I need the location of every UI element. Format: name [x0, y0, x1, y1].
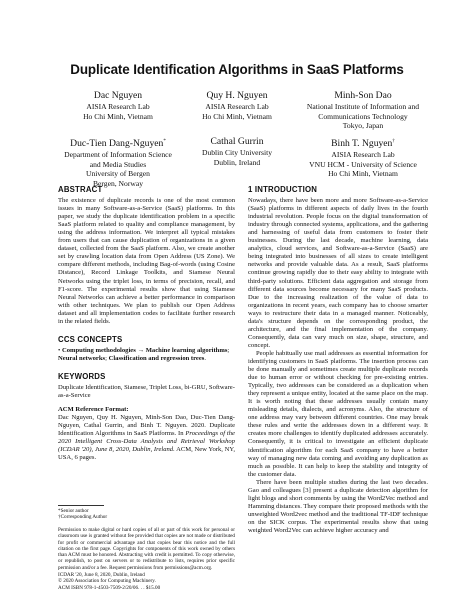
keywords-heading: KEYWORDS: [58, 371, 106, 381]
author-affiliation: National Institute of Information and: [306, 102, 420, 111]
senior-author-mark: *: [163, 139, 166, 144]
ccs-part-4: Classification and regression trees: [108, 354, 205, 362]
acm-reference-authors: Dac Nguyen, Quy H. Nguyen, Minh-Son Dao, Duc-Tien Dang-Nguyen, Cathal Gurrin, and Binh T. Nguyen. 2020. Duplicate Identification Algorithms in SaaS Platforms. In: [58, 414, 235, 438]
author-affiliation-2: VNU HCM - University of Science: [309, 159, 417, 169]
author-name: Duc-Tien Dang-Nguyen: [70, 138, 164, 150]
author-location: Ho Chi Minh, Vietnam: [328, 169, 398, 179]
right-column: [248, 186, 428, 535]
copyright-line: © 2020 Association for Computing Machinery.: [58, 578, 156, 585]
ccs-bullet: •: [58, 346, 61, 354]
author-name: Cathal Gurrin: [210, 136, 264, 147]
conference-line: ICDAR '20, June 8, 2020, Dublin, Ireland: [58, 572, 145, 579]
author-dac-nguyen: [58, 90, 178, 121]
footnote-corresponding-author: †Corresponding Author: [58, 514, 108, 521]
introduction-paragraph-2: People habitually use mail addresses as essential information for identifying customers in SaaS platforms. The insertion process can be done manually and sometimes create multiple duplicate records due to human error or without checking for pre-existing entries. Typically, two addresses can be considered as a duplication when they represent a unique entity, located at the same place on the map. It is worth noting that these addresses usually contain many misleading details, dialects, and acronyms. Also, the structure of one address may vary between different countries. One may break these rules and write the addresses down in a different way. It creates more challenges to identify duplicated addresses accurately. Consequently, it is critical to investigate an efficient duplicate identification algorithm for each SaaS company to have a better way of managing new data coming and avoiding any duplication as much as possible. It can help to keep the stability and integrity of the customer data.: [248, 349, 428, 478]
author-affiliation: Department of Information Science: [64, 150, 172, 160]
author-location: Dublin, Ireland: [213, 157, 261, 167]
author-location: Tokyo, Japan: [342, 121, 384, 131]
author-affiliation: AISIA Research Lab: [86, 102, 150, 111]
keywords-text: Duplicate Identification, Siamese, Triplet Loss, bi-GRU, Software-as-a-Service: [58, 383, 235, 400]
author-affiliation-3: University of Bergen: [86, 169, 150, 179]
acm-reference-venue: Proceedings of the 2020 Intelligent Cross-Data Analysis and Retrieval Workshop (ICDAR '20), June 8, 2020, Dublin, Ireland.: [58, 430, 235, 454]
abstract-heading: ABSTRACT: [58, 185, 103, 194]
author-affiliation-2: Communications Technology: [318, 111, 408, 121]
author-name-line: [50, 136, 186, 150]
author-name-line: [288, 136, 438, 150]
author-name: Binh T. Nguyen: [331, 138, 393, 150]
footnotes: [58, 508, 235, 521]
introduction-heading: 1 INTRODUCTION: [248, 185, 318, 194]
author-affiliation: AISIA Research Lab: [205, 102, 269, 111]
ccs-arrow: →: [137, 346, 145, 354]
author-binh-nguyen: [288, 136, 438, 179]
author-name: Quy H. Nguyen: [206, 90, 268, 101]
ccs-end: .: [204, 354, 207, 362]
ccs-concepts-text: • Computing methodologies → Machine learning algorithms; Neural networks; Classification and regression trees.: [58, 346, 230, 362]
author-location: Ho Chi Minh, Vietnam: [83, 111, 153, 121]
author-quy-nguyen: [177, 90, 297, 121]
author-location: Ho Chi Minh, Vietnam: [202, 111, 272, 121]
corresponding-author-mark: †: [392, 139, 395, 144]
acm-reference-heading: ACM Reference Format:: [58, 406, 129, 414]
footnote-senior-author: *Senior author: [58, 508, 89, 514]
author-duc-tien-dang-nguyen: [50, 136, 186, 189]
author-location: Bergen, Norway: [92, 178, 144, 188]
ccs-heading: CCS CONCEPTS: [58, 334, 123, 344]
author-name: Minh-Son Dao: [334, 90, 392, 101]
permission-block: [58, 527, 235, 591]
author-affiliation: Dublin City University: [201, 148, 273, 157]
ccs-part-1: Computing methodologies: [61, 346, 136, 354]
footnote-rule: [58, 505, 104, 506]
acm-reference-publisher: ACM, New York, NY, USA, 6 pages.: [58, 446, 235, 462]
acm-reference-text: [58, 414, 235, 462]
left-column: [58, 186, 235, 462]
author-affiliation: AISIA Research Lab: [331, 150, 395, 160]
permission-notice: Permission to make digital or hard copies of all or part of this work for personal or classroom use is granted without fee provided that copies are not made or distributed for profit or commercial advantage and that copies bear this notice and the full citation on the first page. Copyrights for components of this work owned by others than ACM must be honored. Abstracting with credit is permitted. To copy otherwise, or republish, to post on servers or to redistribute to lists, requires prior specific permission and/or a fee. Request permissions from permissions@acm.org.: [58, 527, 235, 571]
introduction-paragraph-3: There have been multiple studies during the last two decades. Gao and colleagues [3] present a duplicate detection algorithm for light blogs and short comments by using the Word2Vec method and Hamming distances. They compare their proposed methods with the unweighted Word2vec method and the traditional TF-IDF technique on the SICK corpus. The experimental results show that using weighted Word2Vec can achieve higher accuracy and: [248, 478, 428, 534]
ccs-part-2: Machine learning algorithms: [145, 346, 228, 354]
author-affiliation-2: and Media Studies: [89, 159, 147, 169]
abstract-text: The existence of duplicate records is one of the most common issues in many Software-as-a-Service (SaaS) platforms. In this paper, we study the duplicate identification problem in a specific SaaS platform related to quality and compliance management, by using the address information. We interpret all typical mistakes from users that can cause duplication of organizations in a given dataset, collected from the SaaS platform. Also, we create another set by crawling location data from Open Address (US Zone). We compare different methods, including Bag-of-words (using Cosine Distance), Record Linkage Toolkits, and Siamese Neural Networks using the triplet loss, in terms of precision, recall, and F1-score. The experimental results show that using Siamese Neural Networks can achieve a better performance in comparison with other techniques. We plan to publish our Open Address dataset and all implementation codes to facilitate further research in the related fields.: [58, 197, 235, 325]
author-name: Dac Nguyen: [93, 90, 143, 101]
author-minh-son-dao: [288, 90, 438, 131]
isbn-line: ACM ISBN 978-1-4503-7509-2/20/06. . . $15.00: [58, 584, 161, 591]
paper-title: Duplicate Identification Algorithms in SaaS Platforms: [70, 62, 404, 77]
ccs-part-3: Neural networks: [58, 354, 106, 362]
introduction-paragraph-1: Nowadays, there have been more and more Software-as-a-Service (SaaS) platforms in different aspects of daily lives in the fourth industrial revolution. People focus on the digital transformation of industry through connected systems, applications, and the gathering and harnessing of useful data from customers to foster their businesses. During the last decade, machine learning, data analytics, cloud services, and Software-as-a-Service (SaaS) are being integrated into businesses of all sizes to create intelligent networks and provide valuable data. As a result, SaaS platforms continue growing rapidly due to their easy ability to integrate with third-party solutions. Efficient data aggregation and storage from different data sources become necessary for many SaaS products. Due to the increasing realization of the value of data to organizations in recent years, each company has to choose smarter ways to restructure their data in a managed manner. Noticeably, data's structure depends on the corresponding product, the architecture, and the final implementation of the company. Consequently, data can vary much on size, shape, structure, and concept.: [248, 197, 428, 349]
author-cathal-gurrin: [177, 136, 297, 167]
